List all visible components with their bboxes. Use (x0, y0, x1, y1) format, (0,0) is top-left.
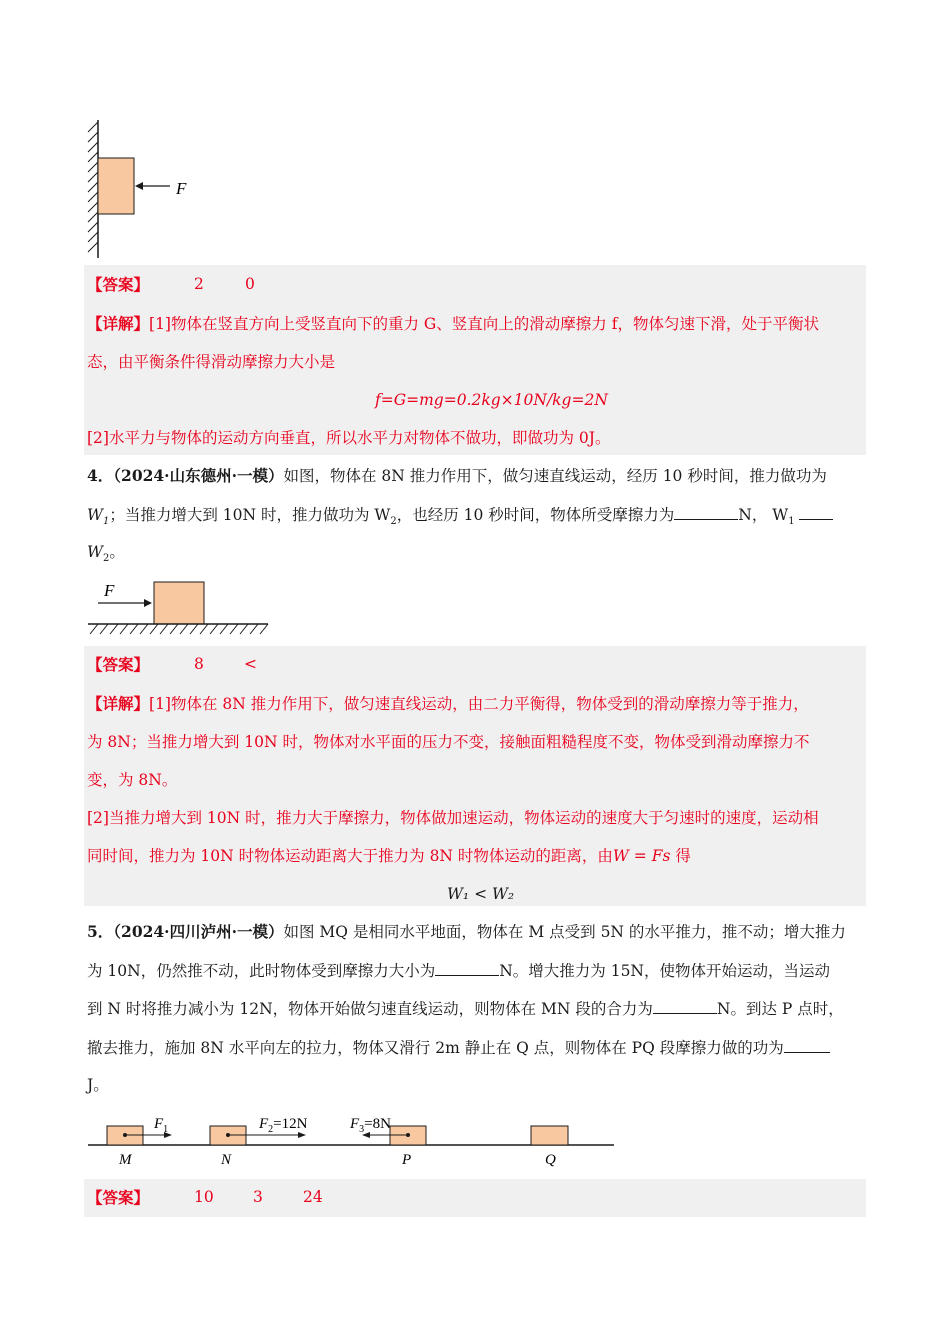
q4-detail-panel (84, 684, 866, 906)
point-m: M (119, 1152, 132, 1168)
q4-answer-2: < (244, 655, 257, 673)
q4-detail-line4: [2]当推力增大到 10N 时，推力大于摩擦力，物体做加速运动，物体运动的速度大于匀速时的速度，运动相 (87, 809, 819, 827)
q3-detail-line2: 态，由平衡条件得滑动摩擦力大小是 (87, 353, 336, 371)
point-q: Q (545, 1152, 556, 1168)
q5-stem-line1: 5．（2024·四川泸州·一模）如图 MQ 是相同水平地面，物体在 M 点受到 5N 的水平推力，推不动；增大推力 (87, 922, 846, 941)
q4-detail-line2: 为 8N；当推力增大到 10N 时，物体对水平面的压力不变，接触面粗糙程度不变，物体受到滑动摩擦力不 (87, 733, 810, 751)
block-q (531, 1126, 568, 1145)
q4-answer: 【答案】 (87, 655, 150, 674)
block (154, 582, 204, 624)
q5-answer-1: 10 (194, 1188, 214, 1206)
q5-stem-line3: 到 N 时将推力减小为 12N，物体开始做匀速直线运动，则物体在 MN 段的合力为 N。到达 P 点时， (87, 1000, 844, 1018)
q3-answer (87, 275, 149, 295)
force-label: F (176, 179, 187, 198)
q4-stem-line3: $W_2$。 (87, 543, 125, 565)
q3-answer-2: 0 (245, 275, 255, 293)
q5-answer: 【答案】 (87, 1188, 150, 1207)
q3-detail-line1: 【详解】[1]物体在竖直方向上受竖直向下的重力 G、竖直向上的滑动摩擦力 f，物体匀速下滑，处于平衡状 (87, 314, 819, 333)
block (98, 158, 134, 214)
wall-block-diagram (80, 118, 200, 260)
q3-formula: f=G=mg=0.2kg×10N/kg=2N (375, 391, 608, 409)
q5-answer-2: 3 (253, 1188, 263, 1206)
q4-answer-1: 8 (194, 655, 204, 673)
ground-block-diagram (84, 574, 274, 638)
f3-label: $F_3=8N$ (350, 1116, 391, 1135)
q4-formula: W₁ < W₂ (447, 885, 515, 903)
q5-blank-1[interactable] (435, 961, 499, 976)
q4-blank-2[interactable] (799, 505, 833, 520)
q5-answer-3: 24 (303, 1188, 323, 1206)
q4-detail-line1: 【详解】[1]物体在 8N 推力作用下，做匀速直线运动，由二力平衡得，物体受到的滑动摩擦力等于推力， (87, 694, 809, 713)
q4-detail-line5: 同时间，推力为 10N 时物体运动距离大于推力为 8N 时物体运动的距离，由W = Fs 得 (87, 847, 691, 865)
f1-label: $F_1$ (154, 1116, 169, 1135)
q5-stem-line4: 撤去推力，施加 8N 水平向左的拉力，物体又滑行 2m 静止在 Q 点，则物体在 PQ 段摩擦力做的功为 (87, 1038, 830, 1058)
q5-stem-line5: J。 (87, 1076, 109, 1094)
answer-tag: 【答案】 (87, 275, 150, 294)
q5-stem-line2: 为 10N，仍然推不动，此时物体受到摩擦力大小为 N。增大推力为 15N，使物体开始运动，当运动 (87, 962, 830, 980)
q4-blank-1[interactable] (674, 505, 738, 520)
point-p: P (402, 1152, 412, 1168)
q5-blank-2[interactable] (653, 999, 717, 1014)
f2-label: $F_2=12N$ (259, 1116, 308, 1135)
mnpq-diagram (84, 1108, 624, 1170)
q5-blank-3[interactable] (784, 1038, 830, 1053)
q4-stem-line2: $W_1$；当推力增大到 10N 时，推力做功为 $W_2$，也经历 10 秒时间，物体所受摩擦力为 N， $W_1$ (87, 505, 833, 532)
q4-detail-line3: 变，为 8N。 (87, 771, 178, 789)
force-label: F (104, 581, 115, 600)
q4-stem-line1: 4．（2024·山东德州·一模）如图，物体在 8N 推力作用下，做匀速直线运动，经历 10 秒时间，推力做功为 (87, 466, 827, 485)
q3-detail-line3: [2]水平力与物体的运动方向垂直，所以水平力对物体不做功，即做功为 0J。 (87, 429, 611, 447)
point-n: N (221, 1152, 232, 1168)
q3-answer-1: 2 (194, 275, 204, 293)
